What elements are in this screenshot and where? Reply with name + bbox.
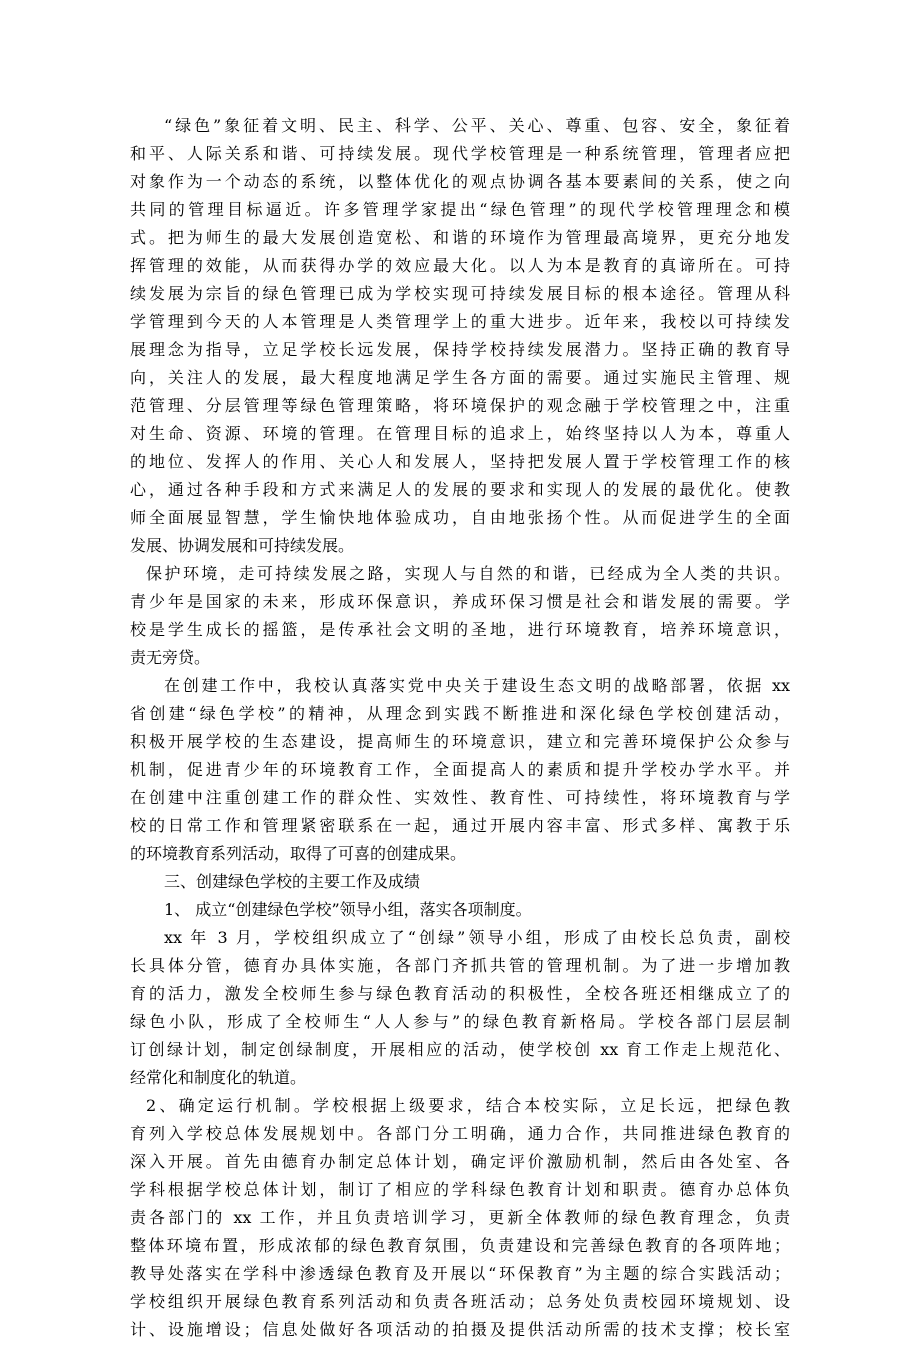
paragraph-line: 积极开展学校的生态建设，提高师生的环境意识，建立和完善环境保护公众参与 [130, 732, 790, 751]
paragraph-line: 经常化和制度化的轨道。 [130, 1068, 307, 1087]
paragraph-line: 的地位、发挥人的作用、关心人和发展人，坚持把发展人置于学校管理工作的核 [130, 452, 790, 471]
paragraph-line: xx 年 3 月，学校组织成立了“创绿”领导小组，形成了由校长总负责，副校 [164, 928, 790, 947]
paragraph-line: 责无旁贷。 [130, 648, 211, 667]
paragraph-line: 对生命、资源、环境的管理。在管理目标的追求上，始终坚持以人为本，尊重人 [130, 424, 790, 443]
paragraph-line: 育的活力，激发全校师生参与绿色教育活动的积极性，全校各班还相继成立了的 [130, 984, 790, 1003]
paragraph-line: 教导处落实在学科中渗透绿色教育及开展以“环保教育”为主题的综合实践活动； [130, 1264, 790, 1283]
paragraph-line: 育列入学校总体发展规划中。各部门分工明确，通力合作，共同推进绿色教育的 [130, 1124, 790, 1143]
section-heading: 三、创建绿色学校的主要工作及成绩 [164, 872, 421, 891]
paragraph-line: 共同的管理目标逼近。许多管理学家提出“绿色管理”的现代学校管理理念和模 [130, 200, 790, 219]
paragraph-line: 心，通过各种手段和方式来满足人的发展的要求和实现人的发展的最优化。使教 [130, 480, 790, 499]
paragraph-line: 续发展为宗旨的绿色管理已成为学校实现可持续发展目标的根本途径。管理从科 [130, 284, 790, 303]
paragraph-line: 学校组织开展绿色教育系列活动和负责各班活动；总务处负责校园环境规划、设 [130, 1292, 790, 1311]
paragraph-line: 式。把为师生的最大发展创造宽松、和谐的环境作为管理最高境界，更充分地发 [130, 228, 790, 247]
paragraph-line: 的环境教育系列活动，取得了可喜的创建成果。 [130, 844, 467, 863]
paragraph-line: 责各部门的 xx 工作，并且负责培训学习，更新全体教师的绿色教育理念，负责 [130, 1208, 790, 1227]
paragraph-line: 展理念为指导，立足学校长远发展，保持学校持续发展潜力。坚持正确的教育导 [130, 340, 790, 359]
paragraph-line: 保护环境，走可持续发展之路，实现人与自然的和谐，已经成为全人类的共识。 [146, 564, 790, 583]
paragraph-line: 发展、协调发展和可持续发展。 [130, 536, 355, 555]
paragraph-line: 整体环境布置，形成浓郁的绿色教育氛围，负责建设和完善绿色教育的各项阵地； [130, 1236, 790, 1255]
paragraph-line: 青少年是国家的未来，形成环保意识，养成环保习惯是社会和谐发展的需要。学 [130, 592, 790, 611]
paragraph-line: 机制，促进青少年的环境教育工作，全面提高人的素质和提升学校办学水平。并 [130, 760, 790, 779]
paragraph-line: 学管理到今天的人本管理是人类管理学上的重大进步。近年来，我校以可持续发 [130, 312, 790, 331]
paragraph-line: 在创建工作中，我校认真落实党中央关于建设生态文明的战略部署，依据 xx [164, 676, 790, 695]
paragraph-line: 计、设施增设；信息处做好各项活动的拍摄及提供活动所需的技术支撑；校长室 [130, 1320, 790, 1339]
paragraph-line: 2、确定运行机制。学校根据上级要求，结合本校实际，立足长远，把绿色教 [146, 1096, 790, 1115]
paragraph-line: 在创建中注重创建工作的群众性、实效性、教育性、可持续性，将环境教育与学 [130, 788, 790, 807]
paragraph-line: 范管理、分层管理等绿色管理策略，将环境保护的观念融于学校管理之中，注重 [130, 396, 790, 415]
paragraph-line: 绿色小队，形成了全校师生“人人参与”的绿色教育新格局。学校各部门层层制 [130, 1012, 790, 1031]
paragraph-line: 挥管理的效能，从而获得办学的效应最大化。以人为本是教育的真谛所在。可持 [130, 256, 790, 275]
paragraph-line: 长具体分管，德育办具体实施，各部门齐抓共管的管理机制。为了进一步增加教 [130, 956, 790, 975]
paragraph-line: 深入开展。首先由德育办制定总体计划，确定评价激励机制，然后由各处室、各 [130, 1152, 790, 1171]
paragraph-line: 订创绿计划，制定创绿制度，开展相应的活动，使学校创 xx 育工作走上规范化、 [130, 1040, 790, 1059]
paragraph-line: 学科根据学校总体计划，制订了相应的学科绿色教育计划和职责。德育办总体负 [130, 1180, 790, 1199]
paragraph-line: 省创建“绿色学校”的精神，从理念到实践不断推进和深化绿色学校创建活动， [130, 704, 790, 723]
paragraph-line: 和平、人际关系和谐、可持续发展。现代学校管理是一种系统管理，管理者应把 [130, 144, 790, 163]
paragraph-line: 校的日常工作和管理紧密联系在一起，通过开展内容丰富、形式多样、寓教于乐 [130, 816, 790, 835]
subsection-heading: 1、 成立“创建绿色学校”领导小组，落实各项制度。 [164, 900, 532, 919]
paragraph-line: 对象作为一个动态的系统，以整体优化的观点协调各基本要素间的关系，使之向 [130, 172, 790, 191]
paragraph-line: 向，关注人的发展，最大程度地满足学生各方面的需要。通过实施民主管理、规 [130, 368, 790, 387]
paragraph-line: 师全面展显智慧，学生愉快地体验成功，自由地张扬个性。从而促进学生的全面 [130, 508, 790, 527]
paragraph-line: “绿色”象征着文明、民主、科学、公平、关心、尊重、包容、安全，象征着 [164, 116, 790, 135]
paragraph-line: 校是学生成长的摇篮，是传承社会文明的圣地，进行环境教育，培养环境意识， [130, 620, 790, 639]
